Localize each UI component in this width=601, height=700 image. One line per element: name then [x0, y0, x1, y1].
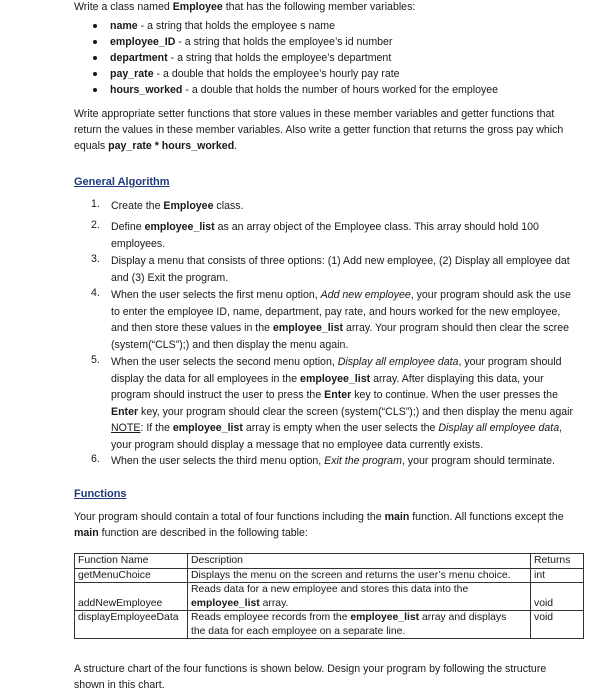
member-desc: - a string that holds the employee’s id number [175, 36, 393, 48]
description-cell: Displays the menu on the screen and returns the user’s menu choice. [187, 568, 530, 583]
bullet-dot-icon [93, 40, 97, 44]
description-text: Reads data for a new employee and stores this data into the [190, 584, 469, 595]
setter-para-line-2: return the values in these member variables. Also write a getter function that returns the gross pay which [74, 124, 564, 136]
table-row [75, 583, 584, 611]
description-text: the data for each employee on a separate line. [190, 625, 406, 637]
bullet-dot-icon [93, 24, 97, 28]
step-text-line: display the data for all employees in the employee_list array. After displaying this data, your [111, 372, 544, 385]
description-text: Reads employee records from the [190, 612, 351, 623]
intro-line [74, 0, 415, 14]
setter-text: equals [74, 140, 109, 152]
step-text-line: to enter the employee ID, name, department, pay rate, and hours worked for the new employee, [111, 305, 561, 318]
step-text-line: (system(“CLS”);) and then display the menu again. [111, 338, 349, 351]
member-desc: - a double that holds the number of hours worked for the employee [182, 84, 499, 96]
functions-text: function are described in the following table: [98, 527, 308, 539]
table-row [75, 568, 584, 583]
functions-para-line-2 [74, 526, 308, 540]
functions-para-line-1 [74, 510, 564, 524]
step-text-line: When the user selects the first menu option, Add new employee, your program should ask the use [111, 289, 571, 301]
employee-list-keyword: employee_list [350, 612, 420, 623]
setter-text-end: . [234, 140, 238, 152]
function-name-cell: getMenuChoice [75, 568, 188, 583]
member-item [93, 82, 498, 98]
step-number: 6. [91, 453, 100, 465]
returns-cell: int [531, 568, 584, 583]
step-number: 1. [91, 198, 100, 210]
general-algorithm-heading: General Algorithm [74, 176, 170, 188]
step-text-line: program should instruct the user to press the Enter key to continue. When the user presses the [111, 389, 558, 401]
setter-para-line-3 [74, 139, 237, 153]
setter-para-line-1: Write appropriate setter functions that store values in these member variables and getter functions that [74, 108, 555, 120]
column-header: Description [187, 554, 530, 569]
bullet-dot-icon [93, 72, 97, 76]
description-cell [187, 583, 530, 611]
member-name: employee_ID [110, 36, 176, 48]
intro-text-b: that has the following member variables: [222, 1, 416, 13]
bullet-dot-icon [93, 88, 97, 92]
main-keyword: main [384, 511, 410, 523]
step-number: 2. [91, 219, 100, 231]
step-text-line: and then store these values in the employee_list array. Your program should then clear the scree [111, 322, 569, 334]
function-name-cell: displayEmployeeData [75, 611, 188, 639]
functions-text: Your program should contain a total of four functions including the [74, 511, 385, 523]
step-text-line: When the user selects the third menu option, Exit the program, your program should terminate. [111, 455, 555, 467]
functions-text: function. All functions except the [409, 511, 564, 523]
member-name: name [110, 20, 138, 32]
table-header-row [75, 554, 584, 569]
member-list [93, 18, 498, 98]
step-text-line: When the user selects the second menu option, Display all employee data, your program should [111, 356, 562, 368]
member-item [93, 50, 498, 66]
step-number: 3. [91, 253, 100, 265]
column-header: Function Name [75, 554, 188, 569]
bullet-dot-icon [93, 56, 97, 60]
step-text-line: Display a menu that consists of three options: (1) Add new employee, (2) Display all employee dat [111, 255, 570, 267]
member-name: pay_rate [110, 68, 154, 80]
member-desc: - a string that holds the employee s name [137, 20, 335, 32]
step-number: 4. [91, 287, 100, 299]
functions-table [74, 553, 584, 639]
employee-list-keyword: employee_list [190, 597, 260, 609]
intro-class-name: Employee [172, 1, 223, 13]
member-desc: - a string that holds the employee’s department [167, 52, 392, 64]
description-text: array and displays [419, 612, 507, 623]
step-text-line: your program should display a message that no employee data currently exists. [111, 438, 484, 451]
step-text-line: Create the Employee class. [111, 200, 244, 212]
member-item [93, 18, 498, 34]
member-item [93, 66, 498, 82]
column-header: Returns [531, 554, 584, 569]
gross-pay-formula: pay_rate * hours_worked [108, 140, 235, 152]
structure-para-line-1: A structure chart of the four functions is shown below. Design your program by following the structure [74, 663, 547, 675]
step-text-line: NOTE: If the employee_list array is empty when the user selects the Display all employee data, [111, 422, 563, 434]
structure-para-line-2: shown in this chart. [74, 679, 165, 691]
returns-cell: void [531, 583, 584, 611]
member-name: department [110, 52, 168, 64]
step-text-line: and (3) Exit the program. [111, 271, 229, 284]
step-text-line: Define employee_list as an array object of the Employee class. This array should hold 100 [111, 221, 539, 233]
main-keyword: main [74, 527, 99, 539]
table-row [75, 611, 584, 639]
member-item [93, 34, 498, 50]
description-cell [187, 611, 530, 639]
step-text-line: Enter key, your program should clear the screen (system(“CLS”);) and then display the menu agair [111, 405, 574, 418]
returns-cell: void [531, 611, 584, 639]
step-number: 5. [91, 354, 100, 366]
step-text-line: employees. [111, 237, 166, 250]
intro-text-a: Write a class named [74, 1, 173, 13]
description-text: array. [259, 597, 289, 609]
member-name: hours_worked [110, 84, 183, 96]
member-desc: - a double that holds the employee’s hourly pay rate [153, 68, 400, 80]
functions-heading: Functions [74, 488, 127, 500]
function-name-cell: addNewEmployee [75, 583, 188, 611]
